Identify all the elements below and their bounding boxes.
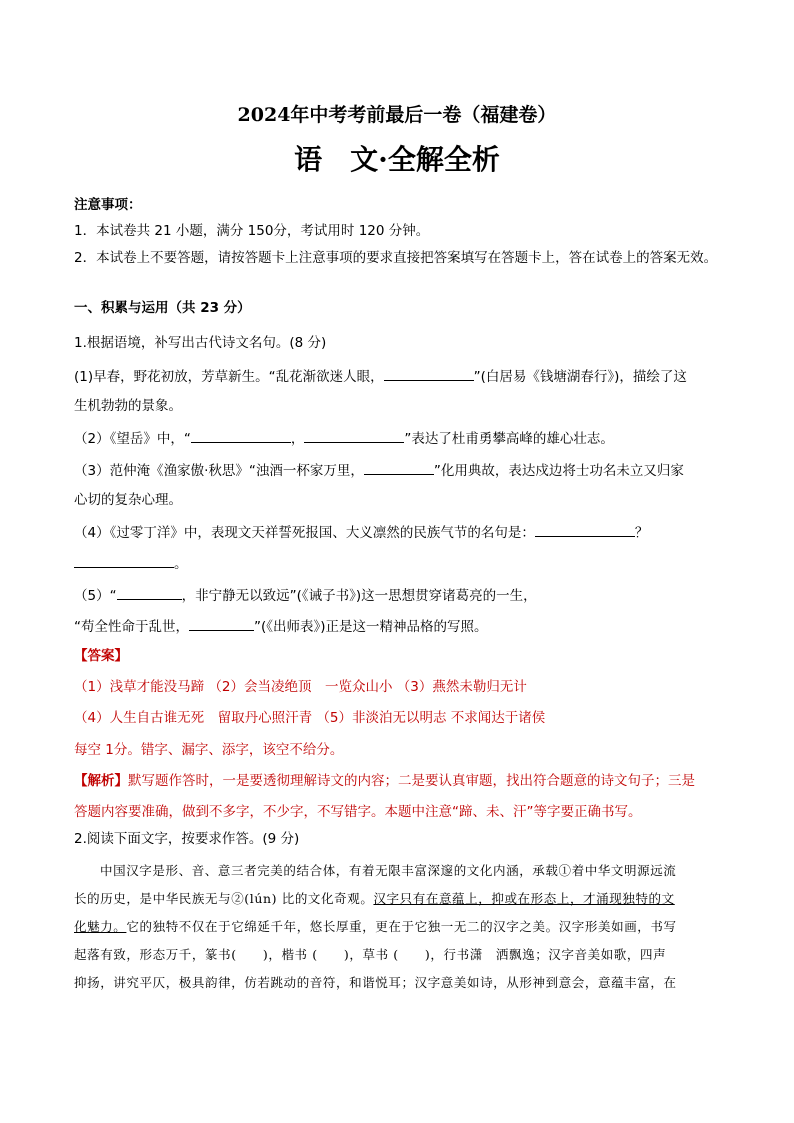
item-5-line-1 [74, 585, 537, 605]
answer-blank [535, 522, 635, 537]
passage-line: 抑扬，讲究平仄，极具韵律，仿若跳动的音符，和谐悦耳；汉字意美如诗，从形神到意会，意蕴丰富，在 [74, 975, 677, 990]
text: 它的独特不仅在于它绵延千年，悠长厚重，更在于它独一无二的汉字之美。汉字形美如画，书写 [126, 919, 677, 934]
scoring-note: 每空 1分。错字、漏字、添字，该空不给分。 [74, 742, 344, 758]
text: ”化用典故，表达戍边将士功名未立又归家 [433, 463, 684, 479]
item-1-line-2: 生机勃勃的景象。 [74, 398, 182, 414]
underlined-sentence: 汉字只有在意蕴上，抑或在形态上，才涌现独特的文 [373, 891, 675, 906]
analysis-label: 【解析】 [74, 773, 128, 789]
passage-line [74, 885, 734, 913]
text: （2）《望岳》中，“ [74, 431, 191, 447]
reading-passage [74, 857, 734, 997]
exam-title: 2024年中考考前最后一卷（福建卷） [237, 104, 557, 126]
text: 长的历史，是中华民族无与②(lún) 比的文化奇观。 [74, 891, 374, 906]
answer-blank [191, 428, 291, 443]
section-heading: 一、积累与运用（共 23 分） [74, 300, 251, 316]
item-2-line-1 [74, 428, 614, 448]
text: ？ [634, 525, 649, 541]
text: ，非宁静无以致远”(《诫子书》)这一思想贯穿诸葛亮的一生， [181, 588, 537, 604]
answer-line-1: （1）浅草才能没马蹄 （2）会当凌绝顶 一览众山小 （3）燕然未勒归无计 [74, 679, 527, 695]
answer-line-2: （4）人生自古谁无死 留取丹心照汗青 （5）非淡泊无以明志 不求闻达于诸侯 [74, 710, 546, 726]
analysis-line-1 [74, 772, 695, 790]
passage-line: 起落有致，形态万千，篆书( )，楷书 ( )，草书 ( )，行书潇 洒飘逸；汉字音美如歌，四声 [74, 947, 667, 962]
item-1-line-1 [74, 366, 687, 386]
item-3-line-2: 心切的复杂心理。 [74, 492, 182, 508]
analysis-text: 默写题作答时，一是要透彻理解诗文的内容；二是要认真审题，找出符合题意的诗文句子；三是 [128, 773, 695, 789]
notice-item-2: 2．本试卷上不要答题，请按答题卡上注意事项的要求直接把答案填写在答题卡上，答在试卷上的答案无效。 [74, 250, 718, 266]
answer-blank [364, 460, 434, 475]
passage-line [74, 913, 734, 941]
question-stem: 2.阅读下面文字，按要求作答。(9 分) [74, 831, 300, 847]
answer-label: 【答案】 [74, 648, 128, 664]
notice-heading: 注意事项： [74, 197, 142, 213]
text: （4）《过零丁洋》中，表现文天祥誓死报国、大义凛然的民族气节的名句是： [74, 525, 535, 541]
text: ”(白居易《钱塘湖春行》)，描绘了这 [473, 369, 687, 385]
underlined-sentence: 化魅力。 [74, 919, 127, 934]
text: （3）范仲淹《渔家傲·秋思》“浊酒一杯家万里， [74, 463, 364, 479]
notice-item-1: 1．本试卷共 21 小题，满分 150分，考试用时 120 分钟。 [74, 223, 430, 239]
item-5-line-2 [74, 616, 488, 636]
text: （5）“ [74, 588, 117, 604]
item-3-line-1 [74, 460, 684, 480]
answer-blank [304, 428, 404, 443]
passage-line: 中国汉字是形、音、意三者完美的结合体，有着无限丰富深邃的文化内涵，承载①着中华文明源远流 [100, 863, 677, 878]
analysis-line-2: 答题内容要准确，做到不多字，不少字，不写错字。本题中注意“蹄、未、汗”等字要正确书写。 [74, 804, 642, 820]
text: ”表达了杜甫勇攀高峰的雄心壮志。 [404, 431, 614, 447]
text: (1)早春，野花初放，芳草新生。“乱花渐欲迷人眼， [74, 369, 384, 385]
item-4-line-1 [74, 522, 648, 542]
answer-blank [74, 553, 174, 568]
exam-subtitle: 语 文·全解全析 [294, 143, 500, 176]
text: ”(《出师表》)正是这一精神品格的写照。 [254, 619, 488, 635]
text: ， [290, 431, 305, 447]
text: “苟全性命于乱世， [74, 619, 189, 635]
answer-blank [189, 616, 254, 631]
question-stem: 1.根据语境，补写出古代诗文名句。(8 分) [74, 335, 327, 351]
text: 。 [174, 556, 188, 572]
item-4-line-2 [74, 553, 188, 573]
answer-blank [384, 366, 474, 381]
answer-blank [117, 585, 182, 600]
